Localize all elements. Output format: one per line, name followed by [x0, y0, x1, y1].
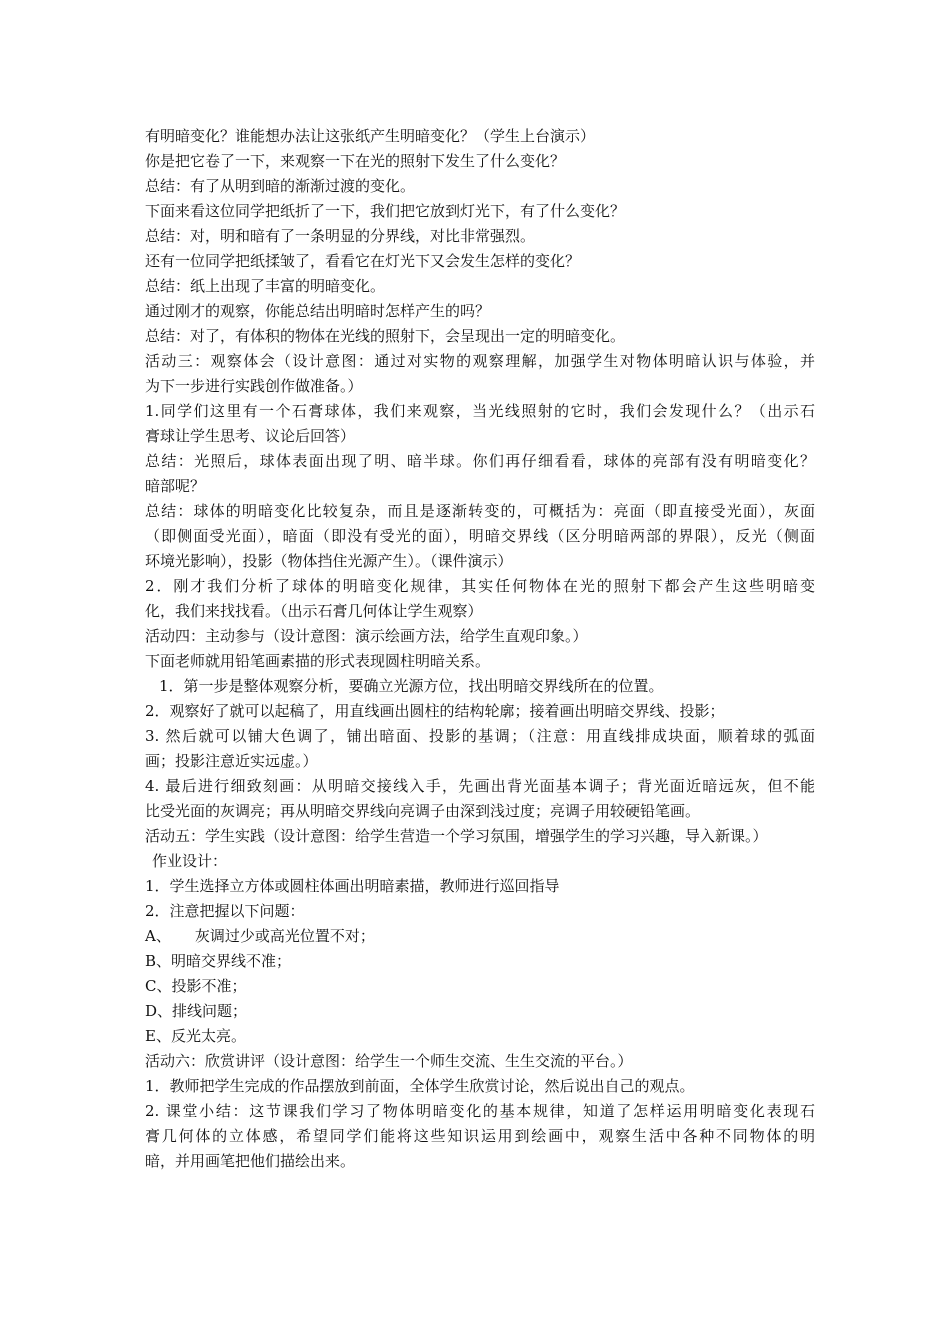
step-item: 3. 然后就可以铺大色调了，铺出暗面、投影的基调；（注意：用直线排成块面，顺着球的弧面	[145, 727, 815, 745]
list-marker: A、	[145, 927, 171, 945]
paragraph-line: 总结：对了，有体积的物体在光线的照射下，会呈现出一定的明暗变化。	[145, 327, 626, 345]
paragraph-line: 暗部呢？	[145, 477, 206, 495]
paragraph-line: 总结：光照后，球体表面出现了明、暗半球。你们再仔细看看，球体的亮部有没有明暗变化？	[145, 452, 815, 470]
list-item: D、排线问题；	[145, 1002, 248, 1020]
list-item: B、明暗交界线不准；	[145, 952, 292, 970]
list-item-text: 灰调过少或高光位置不对；	[194, 927, 375, 945]
paragraph-line: 有明暗变化？谁能想办法让这张纸产生明暗变化？（学生上台演示）	[145, 127, 596, 145]
list-item: 2．注意把握以下问题：	[145, 902, 305, 920]
paragraph-line: 通过刚才的观察，你能总结出明暗时怎样产生的吗？	[145, 302, 491, 320]
paragraph-line: 还有一位同学把纸揉皱了，看看它在灯光下又会发生怎样的变化？	[145, 252, 581, 270]
paragraph-line: 化，我们来找找看。（出示石膏几何体让学生观察）	[145, 602, 483, 620]
step-item: 2．观察好了就可以起稿了，用直线画出圆柱的结构轮廓；接着画出明暗交界线、投影；	[145, 702, 725, 720]
list-item: 1．学生选择立方体或圆柱体画出明暗素描，教师进行巡回指导	[145, 877, 560, 895]
paragraph-line: 暗，并用画笔把他们描绘出来。	[145, 1152, 356, 1170]
paragraph-line: 膏球让学生思考、议论后回答）	[145, 427, 356, 445]
section-heading: 活动六：欣赏讲评（设计意图：给学生一个师生交流、生生交流的平台。）	[145, 1052, 633, 1070]
step-item: 1．第一步是整体观察分析，要确立光源方位，找出明暗交界线所在的位置。	[159, 677, 664, 695]
paragraph-line: 你是把它卷了一下，来观察一下在光的照射下发生了什么变化？	[145, 152, 566, 170]
list-item: E、反光太亮。	[145, 1027, 246, 1045]
paragraph-line: 环境光影响），投影（物体挡住光源产生）。（课件演示）	[145, 552, 513, 570]
step-item: 4. 最后进行细致刻画：从明暗交接线入手，先画出背光面基本调子；背光面近暗远灰，但不能	[145, 777, 815, 795]
paragraph-line: 为下一步进行实践创作做准备。）	[145, 377, 363, 395]
paragraph-line: （即侧面受光面），暗面（即没有受光的面），明暗交界线（区分明暗两部的界限），反光（侧面	[145, 527, 815, 545]
paragraph-line: 比受光面的灰调亮；再从明暗交界线向亮调子由深到浅过度；亮调子用较硬铅笔画。	[145, 802, 701, 820]
document-body	[145, 124, 815, 1174]
paragraph-line: 活动三：观察体会（设计意图：通过对实物的观察理解，加强学生对物体明暗认识与体验，并	[145, 352, 815, 370]
paragraph-line: 总结：纸上出现了丰富的明暗变化。	[145, 277, 386, 295]
paragraph-line: 膏几何体的立体感，希望同学们能将这些知识运用到绘画中，观察生活中各种不同物体的明	[145, 1127, 815, 1145]
list-item: 1．教师把学生完成的作品摆放到前面，全体学生欣赏讨论，然后说出自己的观点。	[145, 1077, 695, 1095]
paragraph-line: 2．刚才我们分析了球体的明暗变化规律，其实任何物体在光的照射下都会产生这些明暗变	[145, 577, 815, 595]
list-item	[145, 924, 815, 949]
paragraph-line: 总结：对，明和暗有了一条明显的分界线，对比非常强烈。	[145, 227, 536, 245]
list-item: 2. 课堂小结：这节课我们学习了物体明暗变化的基本规律，知道了怎样运用明暗变化表现石	[145, 1102, 815, 1120]
section-heading: 活动五：学生实践（设计意图：给学生营造一个学习氛围，增强学生的学习兴趣，导入新课。）	[145, 827, 768, 845]
paragraph-line: 总结：有了从明到暗的渐渐过渡的变化。	[145, 177, 416, 195]
section-heading: 活动四：主动参与（设计意图：演示绘画方法，给学生直观印象。）	[145, 627, 588, 645]
paragraph-line: 总结：球体的明暗变化比较复杂，而且是逐渐转变的，可概括为：亮面（即直接受光面），灰面	[145, 502, 815, 520]
paragraph-line: 下面老师就用铅笔画素描的形式表现圆柱明暗关系。	[145, 652, 491, 670]
section-heading: 作业设计：	[152, 852, 228, 870]
paragraph-line: 下面来看这位同学把纸折了一下，我们把它放到灯光下，有了什么变化？	[145, 202, 626, 220]
list-item: C、投影不准；	[145, 977, 247, 995]
paragraph-line: 1.同学们这里有一个石膏球体，我们来观察，当光线照射的它时，我们会发现什么？（出示石	[145, 402, 815, 420]
paragraph-line: 画；投影注意近实远虚。）	[145, 752, 318, 770]
